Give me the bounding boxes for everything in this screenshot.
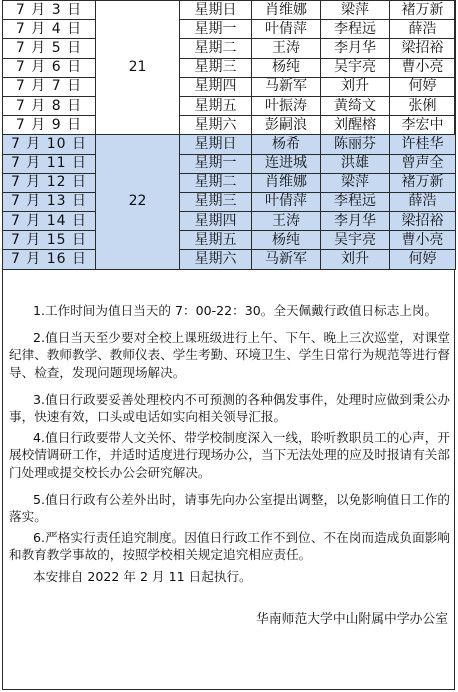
duty-person-cell: 肖维娜 [252, 173, 321, 192]
effective-date-note: 本安排自 2022 年 2 月 11 日起执行。 [33, 569, 252, 584]
duty-person-cell: 何婷 [390, 250, 456, 269]
duty-person-cell: 吴宇亮 [321, 58, 390, 77]
table-row [3, 116, 456, 135]
weekday-cell: 星期五 [180, 96, 252, 115]
week-number-cell: 21 [96, 1, 180, 135]
date-cell: 7 月 10 日 [3, 135, 96, 154]
duty-person-cell: 李月华 [321, 212, 390, 231]
rule-1: 1.工作时间为值日当天的 7：00-22：30。全天佩戴行政值日标志上岗。 [33, 303, 438, 318]
duty-person-cell: 张俐 [390, 96, 456, 115]
duty-person-cell: 叶倩萍 [252, 192, 321, 211]
table-row [3, 1, 456, 20]
table-row [3, 135, 456, 154]
duty-person-cell: 李月华 [321, 39, 390, 58]
duty-person-cell: 叶振涛 [252, 96, 321, 115]
table-row [3, 173, 456, 192]
duty-person-cell: 刘升 [321, 77, 390, 96]
duty-person-cell: 马新军 [252, 77, 321, 96]
weekday-cell: 星期二 [180, 173, 252, 192]
duty-person-cell: 刘醒榕 [321, 116, 390, 135]
duty-person-cell: 褚万新 [390, 173, 456, 192]
duty-person-cell: 陈丽芬 [321, 135, 390, 154]
table-row [3, 192, 456, 211]
issuer-signature: 华南师范大学中山附属中学办公室 [256, 612, 448, 627]
weekday-cell: 星期日 [180, 1, 252, 20]
duty-person-cell: 梁招裕 [390, 39, 456, 58]
weekday-cell: 星期二 [180, 39, 252, 58]
date-cell: 7 月 15 日 [3, 231, 96, 250]
duty-person-cell: 刘升 [321, 250, 390, 269]
weekday-cell: 星期日 [180, 135, 252, 154]
duty-roster-table [2, 0, 456, 270]
rule-2: 2.值日当天至少要对全校上课班级进行上午、下午、晚上三次巡堂，对课堂纪律、教师教学、教师仪表、学生考勤、环境卫生、学生日常行为规范等进行督导、检查，发现问题现场解决。 [9, 330, 450, 380]
duty-person-cell: 王涛 [252, 39, 321, 58]
table-row [3, 212, 456, 231]
duty-person-cell: 彭嗣浪 [252, 116, 321, 135]
weekday-cell: 星期一 [180, 20, 252, 39]
table-row [3, 20, 456, 39]
duty-person-cell: 褚万新 [390, 1, 456, 20]
duty-person-cell: 吴宇亮 [321, 231, 390, 250]
date-cell: 7 月 3 日 [3, 1, 96, 20]
date-cell: 7 月 16 日 [3, 250, 96, 269]
date-cell: 7 月 8 日 [3, 96, 96, 115]
date-cell: 7 月 11 日 [3, 154, 96, 173]
table-row [3, 96, 456, 115]
duty-person-cell: 杨希 [252, 135, 321, 154]
weekday-cell: 星期四 [180, 212, 252, 231]
duty-person-cell: 曾声全 [390, 154, 456, 173]
duty-person-cell: 李程远 [321, 20, 390, 39]
date-cell: 7 月 13 日 [3, 192, 96, 211]
rule-3: 3.值日行政要妥善处理校内不可预测的各种偶发事件，处理时应做到秉公办事，快速有效，口头或电话如实向相关领导汇报。 [9, 392, 450, 425]
duty-person-cell: 曹小亮 [390, 231, 456, 250]
duty-person-cell: 薛浩 [390, 20, 456, 39]
duty-person-cell: 王涛 [252, 212, 321, 231]
rule-4: 4.值日行政要带人文关怀、带学校制度深入一线，聆听教职员工的心声，开展校情调研工作，并适时适度进行现场办公，当下无法处理的应及时报请有关部门处理或提交校长办公会研究解决。 [9, 430, 450, 480]
duty-person-cell: 洪雄 [321, 154, 390, 173]
duty-person-cell: 曹小亮 [390, 58, 456, 77]
duty-person-cell: 肖维娜 [252, 1, 321, 20]
duty-person-cell: 梁萍 [321, 173, 390, 192]
weekday-cell: 星期六 [180, 116, 252, 135]
weekday-cell: 星期六 [180, 250, 252, 269]
duty-person-cell: 何婷 [390, 77, 456, 96]
duty-rules-notes [3, 290, 456, 690]
table-row [3, 77, 456, 96]
rule-5: 5.值日行政有公差外出时，请事先向办公室提出调整，以免影响值日工作的落实。 [9, 492, 450, 525]
duty-person-cell: 杨纯 [252, 231, 321, 250]
table-row [3, 250, 456, 269]
duty-person-cell: 叶倩萍 [252, 20, 321, 39]
week-number-cell: 22 [96, 135, 180, 269]
duty-person-cell: 李程远 [321, 192, 390, 211]
weekday-cell: 星期五 [180, 231, 252, 250]
date-cell: 7 月 5 日 [3, 39, 96, 58]
duty-person-cell: 许桂华 [390, 135, 456, 154]
duty-schedule-document [2, 0, 455, 690]
date-cell: 7 月 7 日 [3, 77, 96, 96]
weekday-cell: 星期一 [180, 154, 252, 173]
date-cell: 7 月 6 日 [3, 58, 96, 77]
table-row [3, 39, 456, 58]
rule-6: 6.严格实行责任追究制度。因值日行政工作不到位、不在岗而造成负面影响和教育教学事故的，按照学校相关规定追究相应责任。 [9, 530, 450, 563]
date-cell: 7 月 14 日 [3, 212, 96, 231]
duty-person-cell: 梁萍 [321, 1, 390, 20]
duty-person-cell: 杨纯 [252, 58, 321, 77]
weekday-cell: 星期三 [180, 192, 252, 211]
duty-person-cell: 黄绮文 [321, 96, 390, 115]
duty-person-cell: 马新军 [252, 250, 321, 269]
table-row [3, 231, 456, 250]
table-row [3, 154, 456, 173]
weekday-cell: 星期三 [180, 58, 252, 77]
duty-person-cell: 连进城 [252, 154, 321, 173]
date-cell: 7 月 4 日 [3, 20, 96, 39]
duty-person-cell: 梁招裕 [390, 212, 456, 231]
duty-person-cell: 李宏中 [390, 116, 456, 135]
date-cell: 7 月 12 日 [3, 173, 96, 192]
date-cell: 7 月 9 日 [3, 116, 96, 135]
weekday-cell: 星期四 [180, 77, 252, 96]
duty-person-cell: 薛浩 [390, 192, 456, 211]
table-row [3, 58, 456, 77]
